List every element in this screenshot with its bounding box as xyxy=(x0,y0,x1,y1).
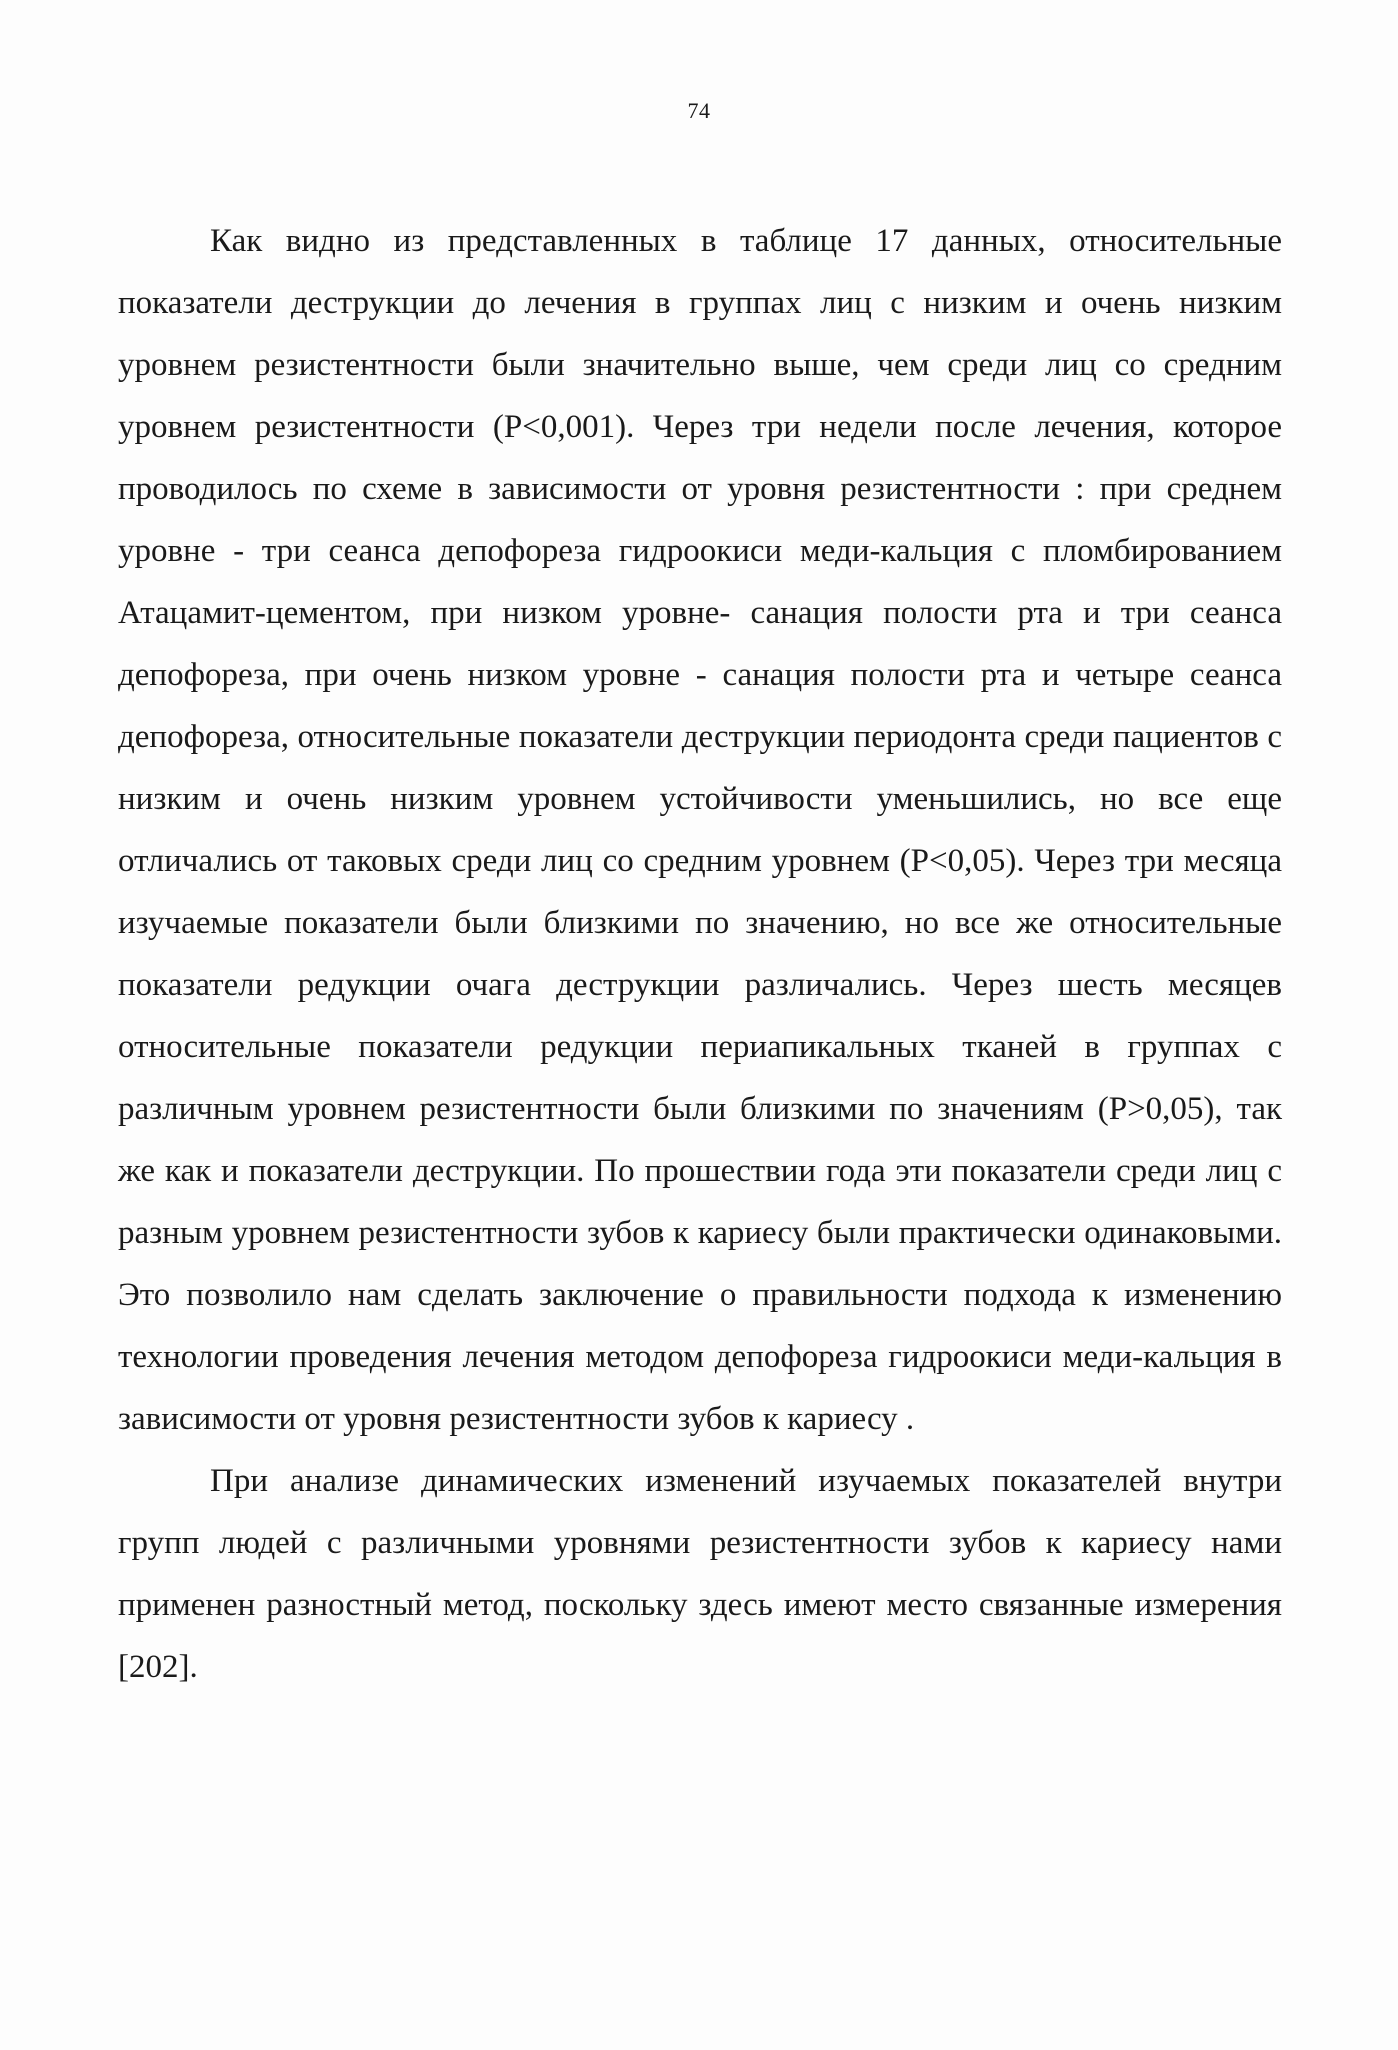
body-text xyxy=(118,210,1282,1698)
paragraph-method: При анализе динамических изменений изучаемых показателей внутри групп людей с различными уровнями резистентности зубов к кариесу нами применен разностный метод, поскольку здесь имеют место связанные измерения [202]. xyxy=(118,1463,1282,1685)
paragraph-results: Как видно из представленных в таблице 17 данных, относительные показатели деструкции до лечения в группах лиц с низким и очень низким уровнем резистентности были значительно выше, чем среди лиц со средним уровнем резистентности (Р<0,001). Через три недели после лечения, которое проводилось по схеме в зависимости от уровня резистентности : при среднем уровне - три сеанса депофореза гидроокиси меди-кальция с пломбированием Атацамит-цементом, при низком уровне- санация полости рта и три сеанса депофореза, при очень низком уровне - санация полости рта и четыре сеанса депофореза, относительные показатели деструкции периодонта среди пациентов с низким и очень низким уровнем устойчивости уменьшились, но все еще отличались от таковых среди лиц со средним уровнем (Р<0,05). Через три месяца изучаемые показатели были близкими по значению, но все же относительные показатели редукции очага деструкции различались. Через шесть месяцев относительные показатели редукции периапикальных тканей в группах с различным уровнем резистентности были близкими по значениям (Р>0,05), так же как и показатели деструкции. По прошествии года эти показатели среди лиц с разным уровнем резистентности зубов к кариесу были практически одинаковыми. Это позволило нам сделать заключение о правильности подхода к изменению технологии проведения лечения методом депофореза гидроокиси меди-кальция в зависимости от уровня резистентности зубов к кариесу . xyxy=(118,223,1282,1437)
page-number: 74 xyxy=(687,98,711,123)
